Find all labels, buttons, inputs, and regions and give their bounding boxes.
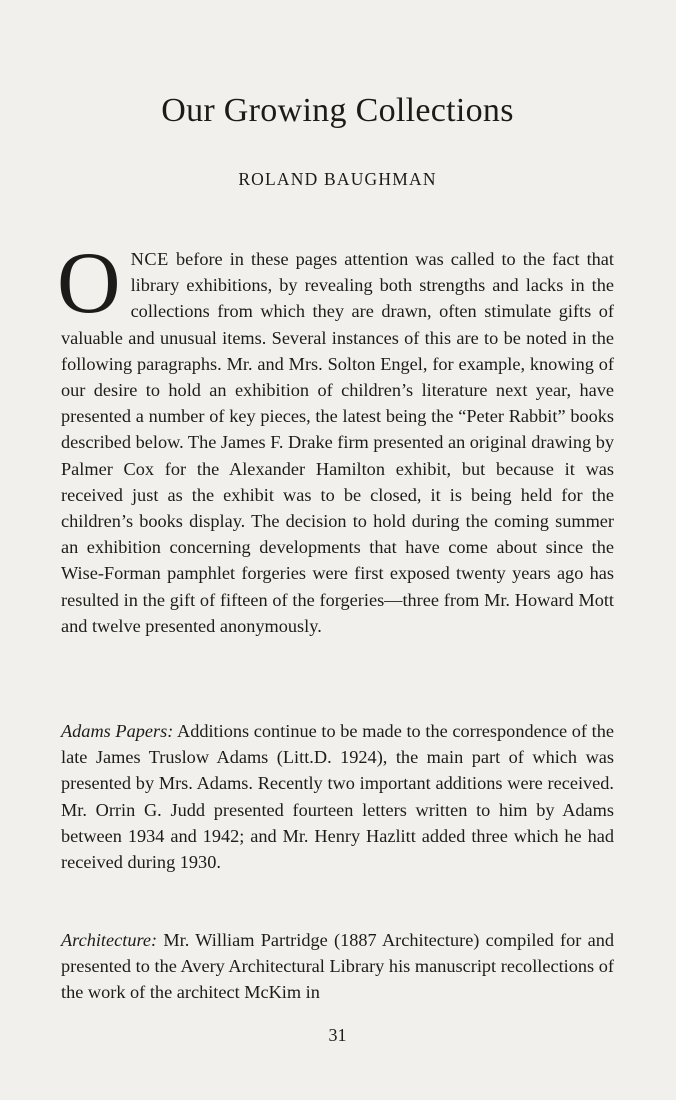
- section-text: Mr. William Partridge (1887 Architecture) compiled for and presented to the Avery Architectural Library his manuscript recollections of the work of the architect McKim in: [61, 930, 614, 1003]
- intro-small-caps: NCE: [130, 249, 169, 269]
- intro-text: before in these pages attention was called to the fact that library exhibitions, by revealing both strengths and lacks in the collections from which they are drawn, often stimulate gifts of valuable and unusual items. Several instances of this are to be noted in the following paragraphs. Mr. and Mrs. Solton Engel, for example, knowing of our desire to hold an exhibition of children’s literature next year, have presented a number of key pieces, the latest being the “Peter Rabbit” books described below. The James F. Drake firm presented an original drawing by Palmer Cox for the Alexander Hamilton exhibit, but because it was received just as the exhibit was to be closed, it is being held for the children’s books display. The decision to hold during the coming summer an exhibition concerning developments that have come about since the Wise-Forman pamphlet forgeries were first exposed twenty years ago has resulted in the gift of fifteen of the forgeries—three from Mr. Howard Mott and twelve presented anonymously.: [61, 249, 614, 636]
- section-heading: Adams Papers:: [61, 721, 174, 741]
- intro-paragraph: [57, 235, 614, 639]
- page-number: 31: [328, 1025, 347, 1045]
- page: [57, 0, 614, 1100]
- author-byline: ROLAND BAUGHMAN: [238, 169, 437, 189]
- drop-cap: O: [57, 235, 121, 332]
- section-architecture: [61, 927, 614, 1006]
- section-adams-papers: [61, 718, 614, 875]
- article-title: Our Growing Collections: [161, 92, 514, 129]
- section-text: Additions continue to be made to the correspondence of the late James Truslow Adams (Litt.D. 1924), the main part of which was presented by Mrs. Adams. Recently two important additions were received. Mr. Orrin G. Judd presented fourteen letters written to him by Adams between 1934 and 1942; and Mr. Henry Hazlitt added three which he had received during 1930.: [61, 721, 614, 873]
- section-heading: Architecture:: [61, 930, 158, 950]
